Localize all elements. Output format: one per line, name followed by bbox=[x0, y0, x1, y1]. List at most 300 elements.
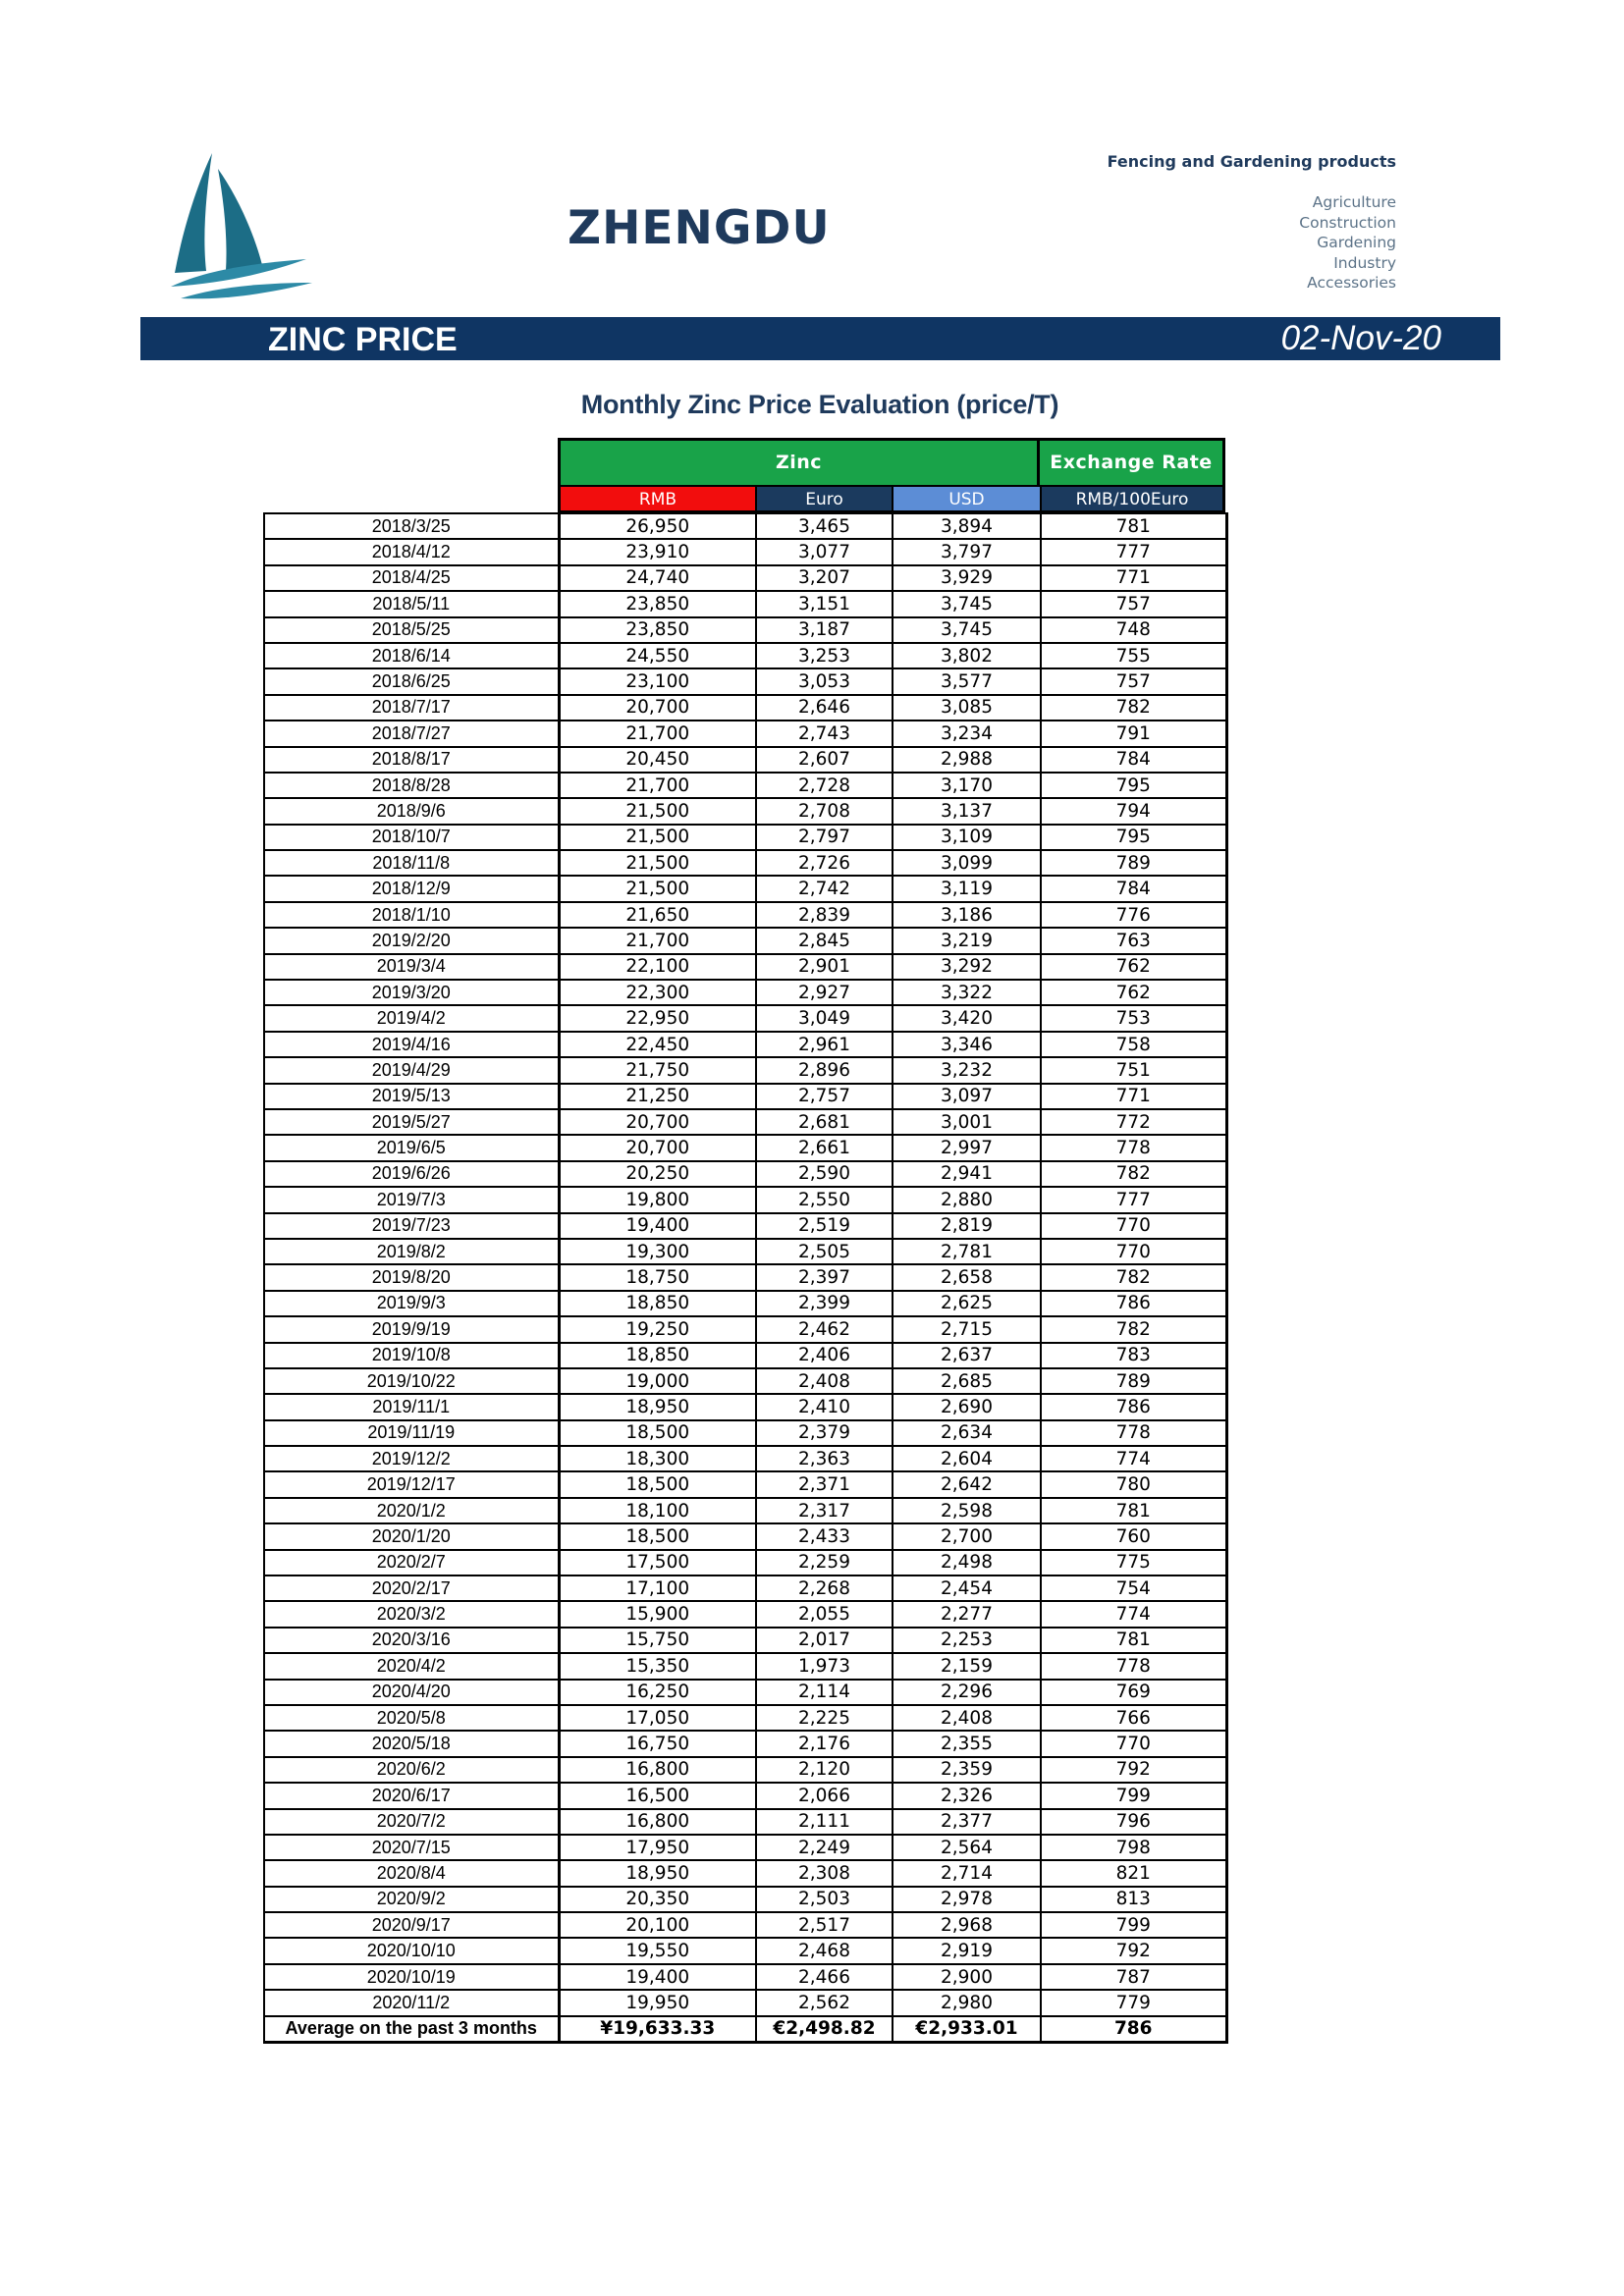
euro-cell: 2,410 bbox=[756, 1394, 893, 1419]
date-cell: 2020/10/19 bbox=[264, 1964, 559, 1990]
date-cell: 2019/7/3 bbox=[264, 1187, 559, 1212]
usd-cell: 2,700 bbox=[893, 1523, 1041, 1549]
rmb-cell: 19,250 bbox=[559, 1316, 756, 1342]
rmb-cell: 18,500 bbox=[559, 1523, 756, 1549]
table-row bbox=[264, 1161, 1226, 1187]
usd-cell: 3,292 bbox=[893, 954, 1041, 980]
table-row bbox=[264, 1291, 1226, 1316]
date-cell: 2018/12/9 bbox=[264, 876, 559, 901]
usd-cell: 2,819 bbox=[893, 1213, 1041, 1239]
rate-cell: 770 bbox=[1041, 1731, 1226, 1756]
rmb-cell: 15,350 bbox=[559, 1653, 756, 1679]
rate-cell: 786 bbox=[1041, 1291, 1226, 1316]
date-cell: 2019/3/4 bbox=[264, 954, 559, 980]
rmb-cell: 19,400 bbox=[559, 1213, 756, 1239]
rmb-cell: 20,700 bbox=[559, 1135, 756, 1160]
euro-cell: 2,308 bbox=[756, 1860, 893, 1886]
date-cell: 2020/5/18 bbox=[264, 1731, 559, 1756]
table-row bbox=[264, 1887, 1226, 1912]
table-row bbox=[264, 1213, 1226, 1239]
euro-cell: 2,055 bbox=[756, 1601, 893, 1627]
rate-cell: 784 bbox=[1041, 876, 1226, 901]
rate-cell: 776 bbox=[1041, 902, 1226, 928]
rate-cell: 771 bbox=[1041, 1084, 1226, 1109]
table-row bbox=[264, 1264, 1226, 1290]
page-title: ZINC PRICE bbox=[268, 321, 458, 358]
rate-cell: 782 bbox=[1041, 695, 1226, 721]
rate-cell: 757 bbox=[1041, 591, 1226, 616]
euro-cell: 2,550 bbox=[756, 1187, 893, 1212]
euro-column-header: Euro bbox=[755, 485, 892, 512]
date-cell: 2019/10/22 bbox=[264, 1368, 559, 1394]
rate-cell: 777 bbox=[1041, 1187, 1226, 1212]
date-cell: 2018/10/7 bbox=[264, 825, 559, 850]
usd-cell: 2,326 bbox=[893, 1783, 1041, 1808]
usd-cell: 2,997 bbox=[893, 1135, 1041, 1160]
table-row bbox=[264, 668, 1226, 694]
price-table bbox=[263, 512, 1228, 2044]
rate-cell: 792 bbox=[1041, 1757, 1226, 1783]
table-row bbox=[264, 1938, 1226, 1963]
euro-cell: 2,397 bbox=[756, 1264, 893, 1290]
usd-cell: 2,598 bbox=[893, 1498, 1041, 1523]
rmb-cell: 20,450 bbox=[559, 747, 756, 773]
rmb-cell: 18,750 bbox=[559, 1264, 756, 1290]
euro-cell: 2,225 bbox=[756, 1705, 893, 1731]
euro-cell: 2,517 bbox=[756, 1912, 893, 1938]
usd-cell: 3,001 bbox=[893, 1109, 1041, 1135]
rate-cell: 779 bbox=[1041, 1990, 1226, 2015]
euro-cell: 2,726 bbox=[756, 850, 893, 876]
exchange-rate-group-header: Exchange Rate bbox=[1040, 438, 1225, 485]
usd-cell: 3,420 bbox=[893, 1005, 1041, 1031]
usd-cell: 2,658 bbox=[893, 1264, 1041, 1290]
usd-cell: 3,322 bbox=[893, 980, 1041, 1005]
rate-cell: 774 bbox=[1041, 1601, 1226, 1627]
usd-cell: 3,797 bbox=[893, 539, 1041, 564]
date-cell: 2019/7/23 bbox=[264, 1213, 559, 1239]
date-cell: 2020/3/2 bbox=[264, 1601, 559, 1627]
usd-cell: 2,604 bbox=[893, 1446, 1041, 1471]
euro-cell: 2,743 bbox=[756, 721, 893, 746]
rmb-cell: 20,350 bbox=[559, 1887, 756, 1912]
rate-cell: 781 bbox=[1041, 1628, 1226, 1653]
title-banner bbox=[140, 317, 1500, 360]
euro-cell: 2,961 bbox=[756, 1032, 893, 1057]
date-cell: 2019/9/19 bbox=[264, 1316, 559, 1342]
date-cell: 2019/3/20 bbox=[264, 980, 559, 1005]
company-name: ZHENGDU bbox=[568, 201, 831, 255]
table-row bbox=[264, 1394, 1226, 1419]
euro-cell: 2,927 bbox=[756, 980, 893, 1005]
rmb-cell: 17,500 bbox=[559, 1550, 756, 1575]
date-cell: 2020/9/2 bbox=[264, 1887, 559, 1912]
rate-cell: 763 bbox=[1041, 928, 1226, 953]
euro-cell: 2,519 bbox=[756, 1213, 893, 1239]
average-date-cell: Average on the past 3 months bbox=[264, 2016, 559, 2043]
table-row bbox=[264, 1912, 1226, 1938]
category-construction: Construction bbox=[1299, 213, 1396, 232]
rmb-cell: 15,900 bbox=[559, 1601, 756, 1627]
rmb-cell: 19,550 bbox=[559, 1938, 756, 1963]
table-title bbox=[0, 390, 1624, 420]
rmb-cell: 26,950 bbox=[559, 513, 756, 539]
table-row bbox=[264, 747, 1226, 773]
rate-cell: 770 bbox=[1041, 1213, 1226, 1239]
usd-cell: 2,355 bbox=[893, 1731, 1041, 1756]
date-cell: 2020/7/2 bbox=[264, 1809, 559, 1835]
date-cell: 2020/9/17 bbox=[264, 1912, 559, 1938]
euro-cell: 3,187 bbox=[756, 617, 893, 643]
rate-cell: 778 bbox=[1041, 1653, 1226, 1679]
rate-cell: 755 bbox=[1041, 643, 1226, 668]
table-row bbox=[264, 1420, 1226, 1446]
date-cell: 2019/8/2 bbox=[264, 1239, 559, 1264]
rate-cell: 772 bbox=[1041, 1109, 1226, 1135]
category-accessories: Accessories bbox=[1307, 274, 1396, 292]
euro-cell: 3,049 bbox=[756, 1005, 893, 1031]
rate-cell: 762 bbox=[1041, 954, 1226, 980]
usd-cell: 2,941 bbox=[893, 1161, 1041, 1187]
usd-cell: 2,642 bbox=[893, 1471, 1041, 1497]
rmb-cell: 16,250 bbox=[559, 1680, 756, 1705]
rmb-cell: 20,700 bbox=[559, 695, 756, 721]
rate-cell: 754 bbox=[1041, 1575, 1226, 1601]
usd-cell: 2,714 bbox=[893, 1860, 1041, 1886]
table-row bbox=[264, 565, 1226, 591]
euro-cell: 2,462 bbox=[756, 1316, 893, 1342]
table-row bbox=[264, 643, 1226, 668]
rmb-cell: 23,100 bbox=[559, 668, 756, 694]
rmb-cell: 16,750 bbox=[559, 1731, 756, 1756]
date-cell: 2019/8/20 bbox=[264, 1264, 559, 1290]
date-cell: 2019/5/27 bbox=[264, 1109, 559, 1135]
date-cell: 2020/7/15 bbox=[264, 1835, 559, 1860]
rate-cell: 775 bbox=[1041, 1550, 1226, 1575]
usd-cell: 3,577 bbox=[893, 668, 1041, 694]
table-row bbox=[264, 850, 1226, 876]
usd-cell: 2,637 bbox=[893, 1343, 1041, 1368]
rmb-cell: 20,100 bbox=[559, 1912, 756, 1938]
date-cell: 2018/7/17 bbox=[264, 695, 559, 721]
rmb-cell: 22,300 bbox=[559, 980, 756, 1005]
usd-cell: 2,454 bbox=[893, 1575, 1041, 1601]
date-cell: 2018/7/27 bbox=[264, 721, 559, 746]
date-cell: 2019/6/5 bbox=[264, 1135, 559, 1160]
usd-cell: 3,745 bbox=[893, 617, 1041, 643]
usd-cell: 3,232 bbox=[893, 1057, 1041, 1083]
rate-cell: 760 bbox=[1041, 1523, 1226, 1549]
rmb-cell: 21,750 bbox=[559, 1057, 756, 1083]
rmb-cell: 18,500 bbox=[559, 1420, 756, 1446]
rmb-cell: 20,700 bbox=[559, 1109, 756, 1135]
rmb-column-header: RMB bbox=[558, 485, 755, 512]
rate-cell: 769 bbox=[1041, 1680, 1226, 1705]
date-cell: 2019/9/3 bbox=[264, 1291, 559, 1316]
table-row bbox=[264, 513, 1226, 539]
date-cell: 2020/5/8 bbox=[264, 1705, 559, 1731]
usd-cell: 2,408 bbox=[893, 1705, 1041, 1731]
usd-cell: 2,988 bbox=[893, 747, 1041, 773]
date-cell: 2019/12/2 bbox=[264, 1446, 559, 1471]
rmb-cell: 18,950 bbox=[559, 1394, 756, 1419]
usd-cell: 2,296 bbox=[893, 1680, 1041, 1705]
date-cell: 2019/5/13 bbox=[264, 1084, 559, 1109]
report-date: 02-Nov-20 bbox=[1280, 319, 1441, 357]
table-row bbox=[264, 1990, 1226, 2015]
euro-cell: 2,505 bbox=[756, 1239, 893, 1264]
table-row bbox=[264, 1343, 1226, 1368]
usd-cell: 2,690 bbox=[893, 1394, 1041, 1419]
rmb-cell: 17,950 bbox=[559, 1835, 756, 1860]
rate-cell: 781 bbox=[1041, 513, 1226, 539]
rmb-cell: 23,850 bbox=[559, 617, 756, 643]
usd-cell: 2,564 bbox=[893, 1835, 1041, 1860]
euro-cell: 2,249 bbox=[756, 1835, 893, 1860]
usd-cell: 3,119 bbox=[893, 876, 1041, 901]
rate-cell: 795 bbox=[1041, 825, 1226, 850]
euro-cell: 2,607 bbox=[756, 747, 893, 773]
rate-cell: 778 bbox=[1041, 1420, 1226, 1446]
average-euro-cell: €2,498.82 bbox=[756, 2016, 893, 2043]
rate-cell: 799 bbox=[1041, 1783, 1226, 1808]
table-row bbox=[264, 1680, 1226, 1705]
usd-cell: 2,253 bbox=[893, 1628, 1041, 1653]
table-row bbox=[264, 1575, 1226, 1601]
table-row bbox=[264, 1757, 1226, 1783]
usd-cell: 2,968 bbox=[893, 1912, 1041, 1938]
rmb-cell: 22,450 bbox=[559, 1032, 756, 1057]
rate-cell: 799 bbox=[1041, 1912, 1226, 1938]
usd-cell: 3,745 bbox=[893, 591, 1041, 616]
date-cell: 2020/2/17 bbox=[264, 1575, 559, 1601]
usd-cell: 3,802 bbox=[893, 643, 1041, 668]
date-cell: 2019/6/26 bbox=[264, 1161, 559, 1187]
rmb-cell: 21,700 bbox=[559, 928, 756, 953]
rmb-cell: 21,500 bbox=[559, 798, 756, 824]
usd-cell: 3,085 bbox=[893, 695, 1041, 721]
euro-cell: 2,896 bbox=[756, 1057, 893, 1083]
rmb-cell: 23,850 bbox=[559, 591, 756, 616]
rate-cell: 789 bbox=[1041, 850, 1226, 876]
table-row bbox=[264, 1109, 1226, 1135]
euro-cell: 2,681 bbox=[756, 1109, 893, 1135]
rate-cell: 796 bbox=[1041, 1809, 1226, 1835]
rate-cell: 795 bbox=[1041, 773, 1226, 798]
euro-cell: 3,253 bbox=[756, 643, 893, 668]
date-cell: 2019/4/16 bbox=[264, 1032, 559, 1057]
date-cell: 2018/1/10 bbox=[264, 902, 559, 928]
rate-cell: 777 bbox=[1041, 539, 1226, 564]
average-rmb-cell: ¥19,633.33 bbox=[559, 2016, 756, 2043]
rate-cell: 766 bbox=[1041, 1705, 1226, 1731]
table-row bbox=[264, 1705, 1226, 1731]
table-row bbox=[264, 1523, 1226, 1549]
average-row bbox=[264, 2016, 1226, 2043]
euro-cell: 2,646 bbox=[756, 695, 893, 721]
rate-cell: 798 bbox=[1041, 1835, 1226, 1860]
euro-cell: 2,363 bbox=[756, 1446, 893, 1471]
euro-cell: 3,053 bbox=[756, 668, 893, 694]
table-row bbox=[264, 1135, 1226, 1160]
table-row bbox=[264, 928, 1226, 953]
table-row bbox=[264, 1471, 1226, 1497]
usd-cell: 3,234 bbox=[893, 721, 1041, 746]
table-row bbox=[264, 1005, 1226, 1031]
rmb-cell: 22,950 bbox=[559, 1005, 756, 1031]
table-row bbox=[264, 1628, 1226, 1653]
rate-cell: 792 bbox=[1041, 1938, 1226, 1963]
usd-cell: 2,159 bbox=[893, 1653, 1041, 1679]
euro-cell: 2,661 bbox=[756, 1135, 893, 1160]
date-cell: 2020/1/2 bbox=[264, 1498, 559, 1523]
usd-cell: 3,109 bbox=[893, 825, 1041, 850]
usd-cell: 3,097 bbox=[893, 1084, 1041, 1109]
usd-cell: 2,900 bbox=[893, 1964, 1041, 1990]
rmb-cell: 18,850 bbox=[559, 1343, 756, 1368]
date-cell: 2019/11/1 bbox=[264, 1394, 559, 1419]
euro-cell: 2,468 bbox=[756, 1938, 893, 1963]
date-cell: 2020/4/20 bbox=[264, 1680, 559, 1705]
euro-cell: 2,433 bbox=[756, 1523, 893, 1549]
table-row bbox=[264, 1187, 1226, 1212]
euro-cell: 2,259 bbox=[756, 1550, 893, 1575]
rmb-cell: 21,250 bbox=[559, 1084, 756, 1109]
rmb-cell: 17,050 bbox=[559, 1705, 756, 1731]
table-row bbox=[264, 1368, 1226, 1394]
usd-cell: 3,894 bbox=[893, 513, 1041, 539]
rate-cell: 786 bbox=[1041, 1394, 1226, 1419]
table-row bbox=[264, 954, 1226, 980]
rate-cell: 781 bbox=[1041, 1498, 1226, 1523]
rate-column-header: RMB/100Euro bbox=[1040, 485, 1225, 512]
euro-cell: 2,406 bbox=[756, 1343, 893, 1368]
euro-cell: 2,399 bbox=[756, 1291, 893, 1316]
table-row bbox=[264, 1601, 1226, 1627]
euro-cell: 3,077 bbox=[756, 539, 893, 564]
euro-cell: 2,901 bbox=[756, 954, 893, 980]
rate-cell: 813 bbox=[1041, 1887, 1226, 1912]
table-row bbox=[264, 902, 1226, 928]
euro-cell: 2,379 bbox=[756, 1420, 893, 1446]
date-cell: 2018/3/25 bbox=[264, 513, 559, 539]
rmb-cell: 18,500 bbox=[559, 1471, 756, 1497]
table-row bbox=[264, 591, 1226, 616]
rate-cell: 787 bbox=[1041, 1964, 1226, 1990]
euro-cell: 2,066 bbox=[756, 1783, 893, 1808]
date-cell: 2018/8/28 bbox=[264, 773, 559, 798]
usd-cell: 2,919 bbox=[893, 1938, 1041, 1963]
table-row bbox=[264, 1964, 1226, 1990]
date-cell: 2019/11/19 bbox=[264, 1420, 559, 1446]
euro-cell: 2,268 bbox=[756, 1575, 893, 1601]
rate-cell: 782 bbox=[1041, 1161, 1226, 1187]
rate-cell: 751 bbox=[1041, 1057, 1226, 1083]
rate-cell: 780 bbox=[1041, 1471, 1226, 1497]
table-row bbox=[264, 1084, 1226, 1109]
rate-cell: 778 bbox=[1041, 1135, 1226, 1160]
usd-cell: 2,634 bbox=[893, 1420, 1041, 1446]
euro-cell: 2,317 bbox=[756, 1498, 893, 1523]
date-cell: 2018/5/11 bbox=[264, 591, 559, 616]
date-cell: 2020/1/20 bbox=[264, 1523, 559, 1549]
rate-cell: 774 bbox=[1041, 1446, 1226, 1471]
usd-cell: 3,170 bbox=[893, 773, 1041, 798]
table-row bbox=[264, 1653, 1226, 1679]
sailboat-logo bbox=[169, 147, 316, 304]
zinc-group-header: Zinc bbox=[558, 438, 1040, 485]
table-row bbox=[264, 1239, 1226, 1264]
category-industry: Industry bbox=[1333, 253, 1396, 272]
usd-cell: 3,099 bbox=[893, 850, 1041, 876]
date-cell: 2019/4/29 bbox=[264, 1057, 559, 1083]
category-gardening: Gardening bbox=[1317, 234, 1396, 251]
usd-cell: 2,498 bbox=[893, 1550, 1041, 1575]
tagline: Fencing and Gardening products bbox=[1107, 152, 1396, 171]
date-cell: 2020/8/4 bbox=[264, 1860, 559, 1886]
rate-cell: 784 bbox=[1041, 747, 1226, 773]
rmb-cell: 21,500 bbox=[559, 876, 756, 901]
usd-cell: 2,277 bbox=[893, 1601, 1041, 1627]
rate-cell: 748 bbox=[1041, 617, 1226, 643]
table-row bbox=[264, 1550, 1226, 1575]
date-cell: 2018/9/6 bbox=[264, 798, 559, 824]
euro-cell: 2,503 bbox=[756, 1887, 893, 1912]
usd-cell: 2,978 bbox=[893, 1887, 1041, 1912]
table-row bbox=[264, 1057, 1226, 1083]
euro-cell: 2,017 bbox=[756, 1628, 893, 1653]
usd-cell: 2,377 bbox=[893, 1809, 1041, 1835]
rate-cell: 783 bbox=[1041, 1343, 1226, 1368]
date-cell: 2018/4/25 bbox=[264, 565, 559, 591]
rate-cell: 771 bbox=[1041, 565, 1226, 591]
rate-cell: 782 bbox=[1041, 1316, 1226, 1342]
table-row bbox=[264, 539, 1226, 564]
usd-cell: 3,346 bbox=[893, 1032, 1041, 1057]
euro-cell: 2,839 bbox=[756, 902, 893, 928]
date-cell: 2020/6/17 bbox=[264, 1783, 559, 1808]
average-rate-cell: 786 bbox=[1041, 2016, 1226, 2043]
usd-cell: 2,685 bbox=[893, 1368, 1041, 1394]
rate-cell: 753 bbox=[1041, 1005, 1226, 1031]
rmb-cell: 22,100 bbox=[559, 954, 756, 980]
table-row bbox=[264, 773, 1226, 798]
category-agriculture: Agriculture bbox=[1312, 193, 1396, 211]
euro-cell: 2,120 bbox=[756, 1757, 893, 1783]
euro-cell: 2,797 bbox=[756, 825, 893, 850]
table-row bbox=[264, 798, 1226, 824]
table-row bbox=[264, 617, 1226, 643]
rate-cell: 791 bbox=[1041, 721, 1226, 746]
date-cell: 2018/11/8 bbox=[264, 850, 559, 876]
rate-cell: 782 bbox=[1041, 1264, 1226, 1290]
usd-cell: 3,137 bbox=[893, 798, 1041, 824]
table-row bbox=[264, 1809, 1226, 1835]
rmb-cell: 17,100 bbox=[559, 1575, 756, 1601]
rmb-cell: 18,850 bbox=[559, 1291, 756, 1316]
usd-cell: 2,715 bbox=[893, 1316, 1041, 1342]
tagline-block bbox=[1108, 152, 1396, 294]
euro-cell: 2,757 bbox=[756, 1084, 893, 1109]
rmb-cell: 21,700 bbox=[559, 721, 756, 746]
usd-column-header: USD bbox=[892, 485, 1040, 512]
euro-cell: 2,728 bbox=[756, 773, 893, 798]
euro-cell: 2,371 bbox=[756, 1471, 893, 1497]
euro-cell: 2,845 bbox=[756, 928, 893, 953]
table-row bbox=[264, 825, 1226, 850]
date-cell: 2018/6/25 bbox=[264, 668, 559, 694]
date-cell: 2019/12/17 bbox=[264, 1471, 559, 1497]
